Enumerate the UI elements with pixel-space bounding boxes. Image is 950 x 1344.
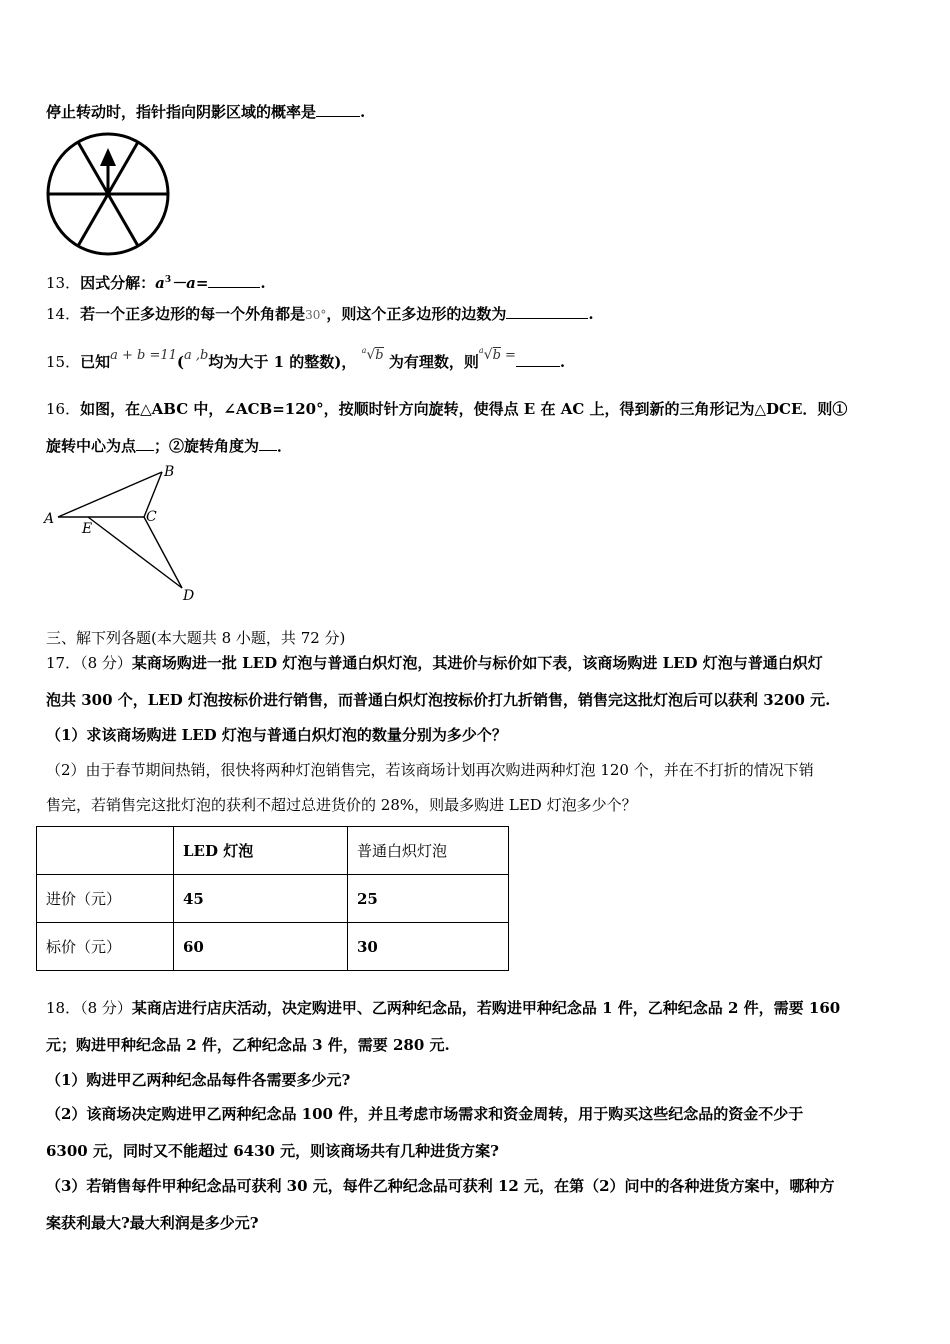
table-header-row <box>37 827 509 875</box>
table-header: LED 灯泡 <box>174 827 348 875</box>
table-row <box>37 923 509 971</box>
q18-line2: 元；购进甲种纪念品 2 件，乙种纪念品 3 件，需要 280 元. <box>46 1036 450 1054</box>
q17-sub2-line1: （2）由于春节期间热销，很快将两种灯泡销售完，若该商场计划再次购进两种灯泡 120 个，并在不打折的情况下销 <box>46 761 814 779</box>
answer-blank <box>259 436 277 451</box>
triangle-figure <box>40 462 210 604</box>
q12-line: 停止转动时，指针指向阴影区域的概率是 . <box>46 103 366 121</box>
label-E: E <box>82 521 93 537</box>
q14-line: 14．若一个正多边形的每一个外角都是30°，则这个正多边形的边数为 . <box>46 305 594 323</box>
q15-line: 15．已知a + b =11(a ,b均为大于 1 的整数)， $^a$√b 为有理数，则$^a$√b = . <box>46 344 565 374</box>
q18-sub2-line1: （2）该商场决定购进甲乙两种纪念品 100 件，并且考虑市场需求和资金周转，用于购买这些纪念品的资金不少于 <box>46 1105 804 1123</box>
q16-line2: 旋转中心为点 ；②旋转角度为 ． <box>46 437 293 455</box>
table-cell: 60 <box>174 923 348 971</box>
table-cell: 标价（元） <box>37 923 174 971</box>
table-header: 普通白炽灯泡 <box>348 827 509 875</box>
q13-line: 13．因式分解：$a^3-a=$ . <box>46 274 266 292</box>
q18-sub2-line2: 6300 元，同时又不能超过 6430 元，则该商场共有几种进货方案? <box>46 1142 499 1160</box>
price-table <box>36 826 509 971</box>
table-cell: 25 <box>348 875 509 923</box>
q12-text: 停止转动时，指针指向阴影区域的概率是 <box>46 103 317 121</box>
table-cell <box>37 827 174 875</box>
label-D: D <box>183 588 195 604</box>
label-B: B <box>164 464 175 480</box>
table-row <box>37 875 509 923</box>
answer-blank <box>316 102 360 117</box>
nth-root-expr: $^a$√b <box>361 346 384 363</box>
answer-blank <box>208 273 260 288</box>
q17-line1: 17．（8 分）某商场购进一批 LED 灯泡与普通白炽灯泡，其进价与标价如下表，该商场购进 LED 灯泡与普通白炽灯 <box>46 654 823 672</box>
answer-blank <box>516 352 560 367</box>
section-title: 三、解下列各题(本大题共 8 小题，共 72 分) <box>46 629 346 647</box>
spinner-figure <box>46 132 172 256</box>
pointer-arrow-icon <box>100 148 116 166</box>
q18-line1: 18．（8 分）某商店进行店庆活动，决定购进甲、乙两种纪念品，若购进甲种纪念品 1 件，乙种纪念品 2 件，需要 160 <box>46 999 841 1017</box>
q18-sub3-line1: （3）若销售每件甲种纪念品可获利 30 元，每件乙种纪念品可获利 12 元，在第（2）问中的各种进货方案中，哪种方 <box>46 1177 835 1195</box>
label-C: C <box>146 509 157 525</box>
q17-sub1: （1）求该商场购进 LED 灯泡与普通白炽灯泡的数量分别为多少个？ <box>46 726 507 744</box>
table-cell: 进价（元） <box>37 875 174 923</box>
q18-sub1: （1）购进甲乙两种纪念品每件各需要多少元? <box>46 1071 351 1089</box>
answer-blank <box>506 304 588 319</box>
label-A: A <box>44 511 55 527</box>
q16-line1: 16．如图，在△ABC 中，∠ACB=120°，按顺时针方向旋转，使得点 E 在 AC 上，得到新的三角形记为△DCE．则① <box>46 400 848 418</box>
q18-sub3-line2: 案获利最大?最大利润是多少元? <box>46 1214 259 1232</box>
q17-line2: 泡共 300 个，LED 灯泡按标价进行销售，而普通白炽灯泡按标价打九折销售，销售完这批灯泡后可以获利 3200 元. <box>46 691 831 709</box>
nth-root-expr: $^a$√b = <box>478 346 516 363</box>
table-cell: 45 <box>174 875 348 923</box>
q17-sub2-line2: 售完，若销售完这批灯泡的获利不超过总进货价的 28%，则最多购进 LED 灯泡多少个？ <box>46 796 637 814</box>
answer-blank <box>136 436 154 451</box>
table-cell: 30 <box>348 923 509 971</box>
